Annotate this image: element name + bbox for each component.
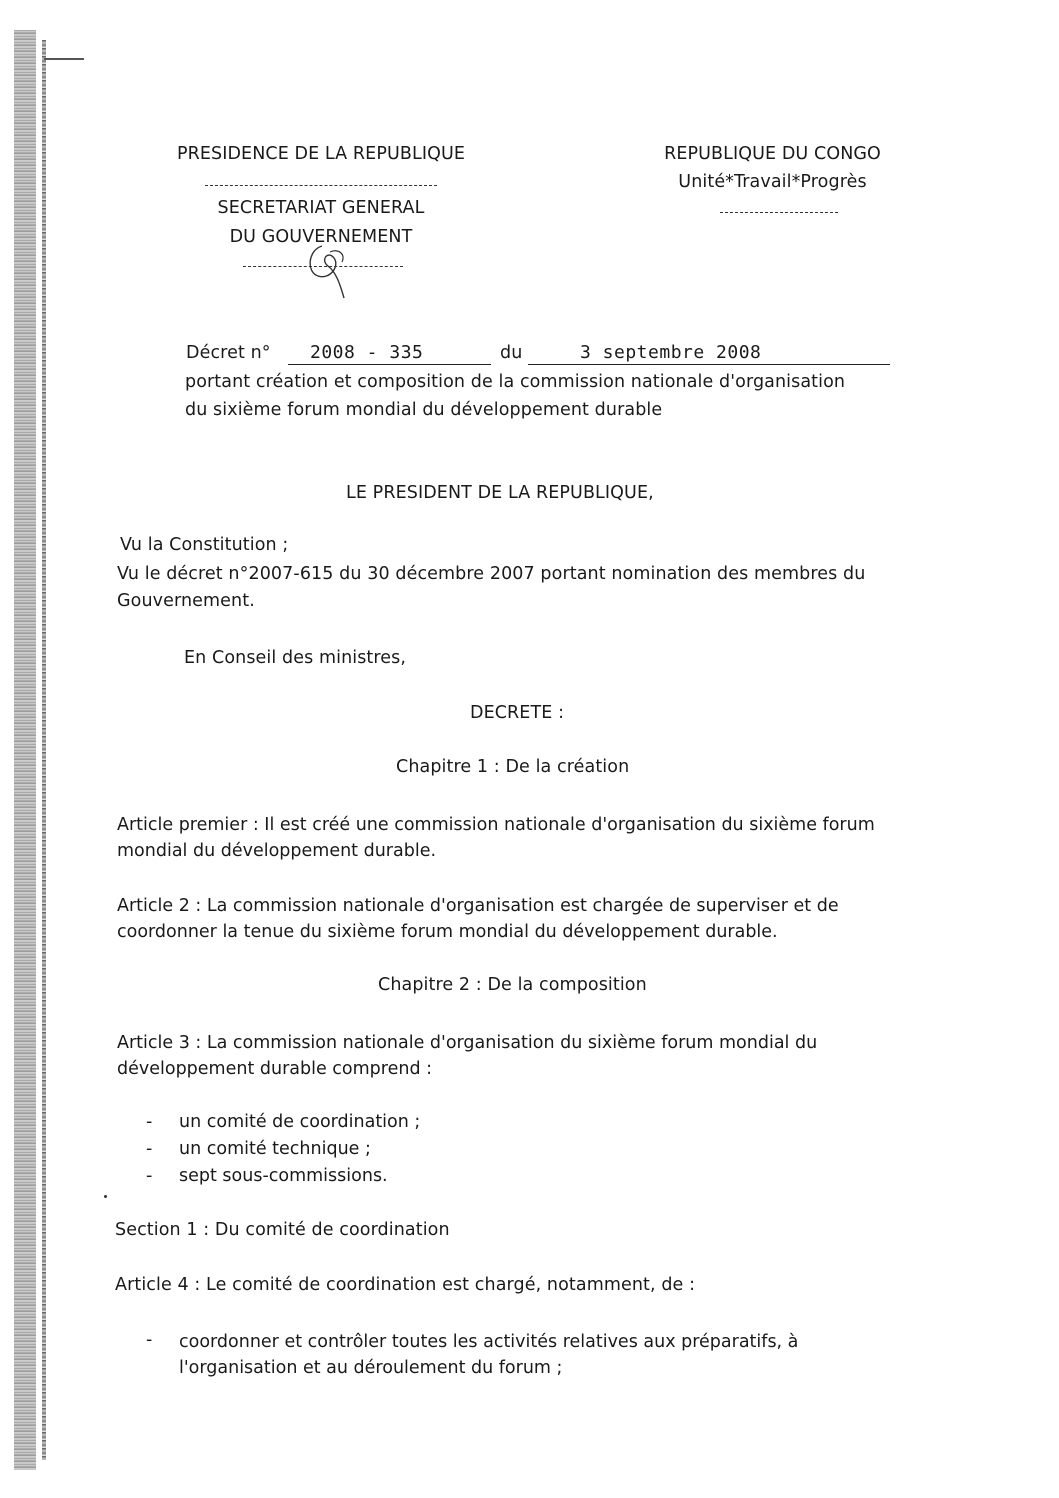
header-gouvernement: DU GOUVERNEMENT xyxy=(229,227,413,247)
decree-object-line1: portant création et composition de la commission nationale d'organisation xyxy=(185,372,846,392)
section-1-heading: Section 1 : Du comité de coordination xyxy=(115,1220,450,1240)
header-secretariat: SECRETARIAT GENERAL xyxy=(217,198,425,218)
article-1 xyxy=(117,812,937,864)
scan-edge xyxy=(14,30,36,1470)
article-2-line2: coordonner la tenue du sixième forum mondial du développement durable. xyxy=(117,922,778,942)
visa-constitution: Vu la Constitution ; xyxy=(120,535,289,555)
decree-du: du xyxy=(500,343,523,363)
bullet-mark: - xyxy=(146,1330,153,1350)
article-3-label: Article 3 : xyxy=(117,1033,202,1053)
scan-edge-line xyxy=(42,40,46,1460)
chapter-1-heading: Chapitre 1 : De la création xyxy=(396,757,630,777)
article-4-item xyxy=(179,1329,934,1381)
article-2-label: Article 2 : xyxy=(117,896,202,916)
authority: LE PRESIDENT DE LA REPUBLIQUE, xyxy=(346,483,654,503)
visa-decree-line1: Vu le décret n°2007-615 du 30 décembre 2007 portant nomination des membres du xyxy=(117,564,866,584)
decree-prefix: Décret n° xyxy=(186,343,271,363)
article-4-text: Article 4 : Le comité de coordination est chargé, notamment, de : xyxy=(115,1275,696,1295)
article-4-item-line2: l'organisation et au déroulement du forum ; xyxy=(179,1358,563,1378)
bullet-mark: - xyxy=(146,1166,153,1186)
article-3-line2: développement durable comprend : xyxy=(117,1059,433,1079)
header-right-divider xyxy=(720,212,838,213)
initials-signature xyxy=(300,236,360,302)
list-item-text: sept sous-commissions. xyxy=(179,1166,388,1186)
article-3 xyxy=(117,1030,937,1082)
list-item-text: un comité technique ; xyxy=(179,1139,371,1159)
stray-dot xyxy=(104,1195,107,1198)
header-left-divider xyxy=(205,185,437,186)
bullet-mark: - xyxy=(146,1112,153,1132)
article-4-item-line1: coordonner et contrôler toutes les activités relatives aux préparatifs, à xyxy=(179,1332,799,1352)
decree-object-line2: du sixième forum mondial du développement durable xyxy=(185,400,663,420)
chapter-2-heading: Chapitre 2 : De la composition xyxy=(378,975,647,995)
header-presidence: PRESIDENCE DE LA REPUBLIQUE xyxy=(176,144,466,164)
header-motto: Unité*Travail*Progrès xyxy=(678,172,867,192)
article-3-line1: La commission nationale d'organisation du sixième forum mondial du xyxy=(206,1033,818,1053)
article-1-line1: Il est créé une commission nationale d'organisation du sixième forum xyxy=(264,815,875,835)
decrete-heading: DECRETE : xyxy=(470,703,565,723)
decree-date-line xyxy=(528,364,890,365)
scan-mark xyxy=(44,58,84,60)
article-2 xyxy=(117,893,937,945)
visa-decree-line2: Gouvernement. xyxy=(117,591,255,611)
bullet-mark: - xyxy=(146,1139,153,1159)
decree-date: 3 septembre 2008 xyxy=(580,342,762,363)
article-1-label: Article premier : xyxy=(117,815,259,835)
article-1-line2: mondial du développement durable. xyxy=(117,841,437,861)
decree-number-line xyxy=(288,364,491,365)
list-item-text: un comité de coordination ; xyxy=(179,1112,421,1132)
council-line: En Conseil des ministres, xyxy=(184,648,407,668)
decree-number: 2008 - 335 xyxy=(310,342,424,363)
article-2-line1: La commission nationale d'organisation est chargée de superviser et de xyxy=(206,896,839,916)
header-republique: REPUBLIQUE DU CONGO xyxy=(664,144,881,164)
